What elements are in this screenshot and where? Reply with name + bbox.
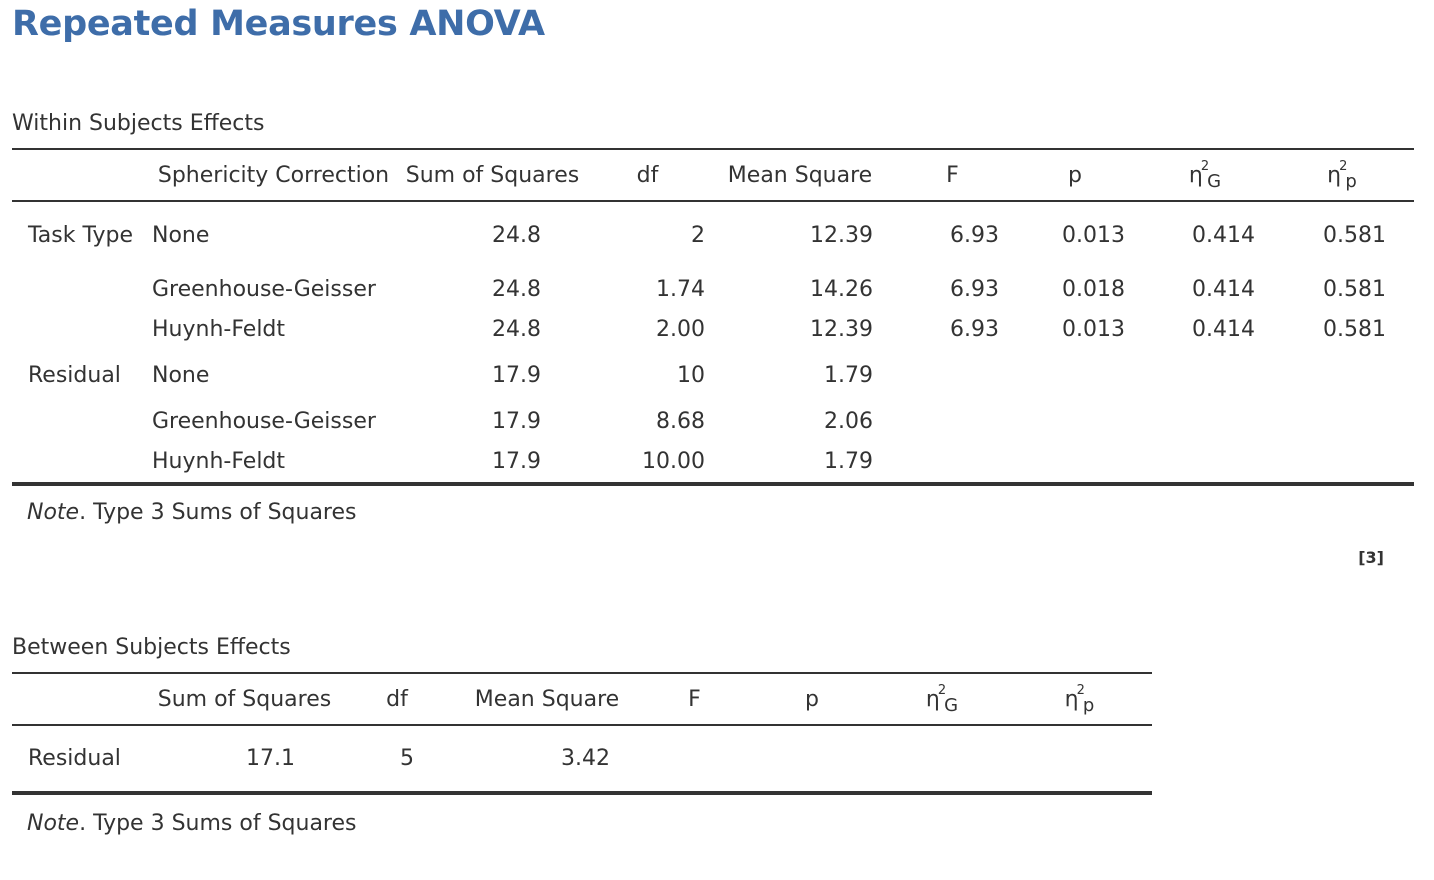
cell-f: 6.93 — [950, 223, 999, 248]
eta-superscript: 2 — [1339, 158, 1348, 174]
eta-superscript: 2 — [937, 682, 947, 698]
header-eta-squared-p — [1007, 673, 1152, 725]
table-row — [12, 725, 1152, 793]
cell-df: 5 — [342, 725, 452, 793]
reference-marker: [3] — [1358, 548, 1384, 567]
cell-correction: Greenhouse-Geisser — [152, 276, 376, 302]
cell-eta_g: 0.414 — [1192, 276, 1255, 302]
cell-p: 0.013 — [1062, 316, 1125, 342]
header-mean-square: Mean Square — [705, 149, 895, 201]
cell-ms: 1.79 — [705, 441, 895, 484]
cell-ms: 1.79 — [824, 362, 873, 388]
table-row — [12, 269, 1414, 309]
cell-eta_p — [1007, 725, 1152, 793]
cell-ss: 17.9 — [492, 408, 541, 434]
cell-f — [895, 401, 1010, 441]
cell-p — [1010, 441, 1140, 484]
cell-df: 1.74 — [656, 276, 705, 302]
cell-f — [642, 725, 747, 793]
cell-correction: None — [152, 223, 210, 248]
cell-ms: 14.26 — [810, 276, 873, 302]
cell-ss: 17.9 — [395, 441, 590, 484]
eta-superscript: 2 — [1076, 682, 1085, 698]
cell-correction: Huynh-Feldt — [152, 441, 395, 484]
within-subjects-table — [12, 148, 1414, 486]
note-text: . Type 3 Sums of Squares — [79, 500, 357, 525]
eta-symbol: η — [1064, 686, 1079, 712]
cell-correction: None — [152, 362, 210, 388]
header-f: F — [895, 149, 1010, 201]
between-subjects-caption: Between Subjects Effects — [12, 635, 291, 660]
cell-eta_g — [877, 725, 1007, 793]
eta-symbol: η — [1188, 162, 1203, 188]
header-sum-of-squares: Sum of Squares — [147, 673, 342, 725]
eta-subscript: p — [1082, 694, 1095, 716]
cell-df: 10.00 — [590, 441, 705, 484]
table-row — [12, 441, 1414, 484]
cell-eta_g: 0.414 — [1192, 316, 1255, 342]
cell-eta_p: 0.581 — [1323, 316, 1386, 342]
between-subjects-table — [12, 672, 1152, 795]
cell-eta_g — [1140, 441, 1270, 484]
header-eta-squared-g — [1140, 149, 1270, 201]
cell-effect: Residual — [12, 725, 147, 793]
cell-f — [895, 349, 1010, 401]
cell-ss: 17.1 — [147, 725, 342, 793]
cell-effect — [12, 441, 152, 484]
cell-eta_p — [1270, 401, 1414, 441]
cell-eta_p — [1270, 349, 1414, 401]
table-header-row — [12, 673, 1152, 725]
note-label: Note — [27, 500, 80, 525]
table-row — [12, 349, 1414, 401]
within-subjects-caption: Within Subjects Effects — [12, 111, 265, 136]
cell-ss: 17.9 — [492, 362, 541, 388]
header-effect — [12, 673, 147, 725]
header-mean-square: Mean Square — [452, 673, 642, 725]
cell-df: 2 — [691, 223, 705, 248]
table-row — [12, 309, 1414, 349]
cell-p — [747, 725, 877, 793]
note-text: . Type 3 Sums of Squares — [79, 811, 357, 836]
cell-f: 6.93 — [950, 276, 999, 302]
eta-subscript: p — [1345, 170, 1357, 192]
cell-eta_p: 0.581 — [1323, 276, 1386, 302]
header-p: p — [1010, 149, 1140, 201]
cell-eta_p: 0.581 — [1323, 223, 1386, 248]
cell-df: 2.00 — [656, 316, 705, 342]
table-row — [12, 401, 1414, 441]
cell-effect — [12, 309, 152, 349]
cell-correction: Greenhouse-Geisser — [152, 408, 376, 434]
page-title: Repeated Measures ANOVA — [12, 4, 545, 44]
header-sphericity-correction: Sphericity Correction — [152, 149, 395, 201]
cell-eta_g — [1140, 401, 1270, 441]
eta-subscript: G — [1207, 170, 1222, 192]
note-label: Note — [27, 811, 80, 836]
cell-ms: 12.39 — [810, 223, 873, 248]
table-header-row — [12, 149, 1414, 201]
cell-ss: 24.8 — [492, 316, 541, 342]
cell-ss: 24.8 — [492, 276, 541, 302]
cell-effect: Residual — [28, 362, 121, 388]
table-row — [12, 201, 1414, 269]
cell-effect — [12, 269, 152, 309]
eta-subscript: G — [944, 694, 959, 716]
header-p: p — [747, 673, 877, 725]
cell-effect: Task Type — [28, 223, 134, 248]
between-note — [27, 811, 356, 836]
cell-df: 8.68 — [656, 408, 705, 434]
eta-superscript: 2 — [1200, 158, 1210, 174]
header-effect — [12, 149, 152, 201]
within-note — [27, 500, 356, 525]
cell-ms: 12.39 — [810, 316, 873, 342]
cell-ss: 24.8 — [492, 223, 541, 248]
cell-p — [1010, 401, 1140, 441]
cell-f: 6.93 — [950, 316, 999, 342]
cell-df: 10 — [677, 362, 705, 388]
cell-correction: Huynh-Feldt — [152, 316, 286, 342]
header-sum-of-squares: Sum of Squares — [395, 149, 590, 201]
cell-eta_g — [1140, 349, 1270, 401]
cell-f — [895, 441, 1010, 484]
header-f: F — [642, 673, 747, 725]
cell-p — [1010, 349, 1140, 401]
cell-ms: 3.42 — [452, 725, 642, 793]
header-eta-squared-g — [877, 673, 1007, 725]
cell-p: 0.013 — [1062, 223, 1125, 248]
cell-effect — [12, 401, 152, 441]
header-eta-squared-p — [1270, 149, 1414, 201]
cell-eta_g: 0.414 — [1192, 223, 1255, 248]
cell-ms: 2.06 — [824, 408, 873, 434]
cell-eta_p — [1270, 441, 1414, 484]
header-df: df — [590, 149, 705, 201]
eta-symbol: η — [925, 686, 940, 712]
eta-symbol: η — [1327, 162, 1342, 188]
cell-p: 0.018 — [1062, 276, 1125, 302]
header-df: df — [342, 673, 452, 725]
